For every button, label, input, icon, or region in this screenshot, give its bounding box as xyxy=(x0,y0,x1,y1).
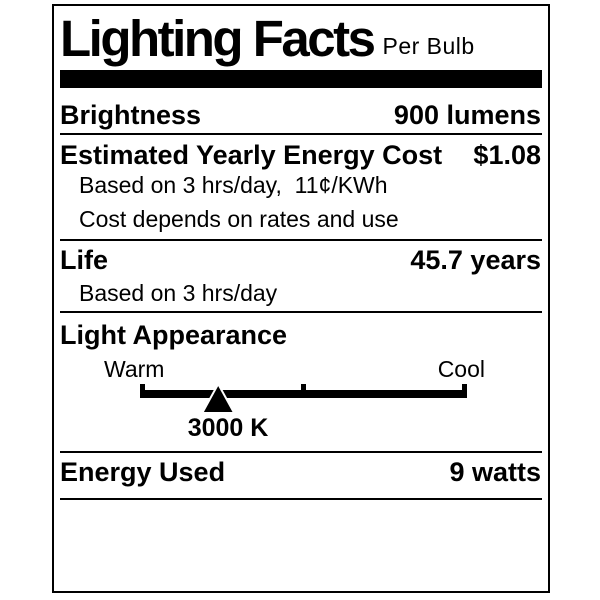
energy-used-value: 9 watts xyxy=(449,457,541,487)
lighting-facts-label xyxy=(52,4,550,593)
scale-tick-left xyxy=(140,384,145,398)
energy-cost-row xyxy=(60,142,541,169)
label-subtitle: Per Bulb xyxy=(382,33,475,59)
color-temperature-scale xyxy=(60,383,542,423)
brightness-label: Brightness xyxy=(60,100,202,130)
energy-cost-value: $1.08 xyxy=(473,140,541,170)
header-divider-bar xyxy=(60,70,542,88)
life-row xyxy=(60,247,541,274)
energy-cost-note-rates: Cost depends on rates and use xyxy=(79,206,399,232)
scale-tick-right xyxy=(462,384,467,398)
brightness-row xyxy=(60,102,541,129)
energy-cost-label: Estimated Yearly Energy Cost xyxy=(60,140,443,170)
divider xyxy=(60,451,542,453)
color-temperature-value: 3000 K xyxy=(187,414,269,442)
life-label: Life xyxy=(60,245,109,275)
energy-used-label: Energy Used xyxy=(60,457,226,487)
divider xyxy=(60,239,542,241)
life-note-usage: Based on 3 hrs/day xyxy=(79,280,278,306)
warm-label: Warm xyxy=(104,356,165,382)
energy-cost-note-usage: Based on 3 hrs/day, 11¢/KWh xyxy=(79,172,388,198)
brightness-value: 900 lumens xyxy=(393,100,541,130)
divider xyxy=(60,311,542,313)
label-title: Lighting Facts xyxy=(60,10,374,67)
life-value: 45.7 years xyxy=(410,245,541,275)
light-appearance-label: Light Appearance xyxy=(60,320,288,350)
label-header xyxy=(60,10,541,67)
cool-label: Cool xyxy=(437,356,485,382)
marker-triangle-icon xyxy=(202,384,234,413)
scale-tick-middle xyxy=(301,384,306,398)
energy-used-row xyxy=(60,459,541,486)
light-appearance-row xyxy=(60,322,541,349)
divider xyxy=(60,498,542,500)
divider xyxy=(60,133,542,135)
